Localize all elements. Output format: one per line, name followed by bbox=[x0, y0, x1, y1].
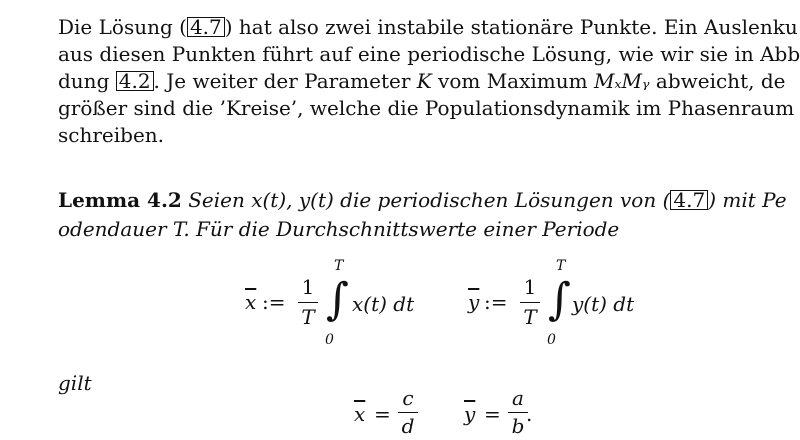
figure-ref-link[interactable]: 4.2 bbox=[116, 71, 154, 91]
upper-limit: T bbox=[556, 258, 566, 274]
xbar-symbol: $\overline{x}$ bbox=[354, 402, 366, 426]
paragraph-line-4: größer sind die ’Kreise’, welche die Populationsdynamik im Phasenraum bbox=[58, 96, 795, 120]
lemma-line-2: odendauer T. Für die Durchschnittswerte einer Periode bbox=[58, 217, 620, 241]
equals-symbol: = bbox=[374, 402, 391, 426]
defeq-symbol: := bbox=[484, 290, 508, 314]
ybar-symbol: $\overline{y}$ bbox=[464, 402, 476, 426]
equation-ref-link[interactable]: 4.7 bbox=[670, 190, 708, 210]
lemma-gilt: gilt bbox=[58, 371, 92, 395]
lemma-label: Lemma 4.2 bbox=[58, 188, 182, 212]
defeq-symbol: := bbox=[262, 290, 286, 314]
paragraph-line-3: dung 4.2 . Je weiter der Parameter K vom Maximum MₓMᵧ abweicht, de bbox=[58, 69, 786, 93]
equation-ref-link[interactable]: 4.7 bbox=[187, 17, 225, 37]
xbar-symbol: $\overline{x}$ bbox=[245, 290, 257, 314]
fraction-1-over-T: 1 T bbox=[520, 275, 540, 331]
fraction-1-over-T: 1 T bbox=[298, 275, 318, 331]
lemma-line-1: Lemma 4.2 Seien x(t), y(t) die periodischen Lösungen von ( 4.7 ) mit Pe bbox=[58, 188, 787, 212]
period-mark: . bbox=[526, 402, 533, 426]
ybar-symbol: $\overline{y}$ bbox=[468, 290, 480, 314]
equals-symbol: = bbox=[484, 402, 501, 426]
fraction-a-over-b: a b bbox=[508, 386, 528, 440]
fraction-c-over-d: c d bbox=[398, 386, 418, 440]
integral-icon: ∫ bbox=[548, 274, 571, 325]
lower-limit: 0 bbox=[547, 332, 556, 348]
paragraph-line-5: schreiben. bbox=[58, 123, 165, 147]
lower-limit: 0 bbox=[325, 332, 334, 348]
paragraph-line-2: aus diesen Punkten führt auf eine periodische Lösung, wie wir sie in Abb bbox=[58, 42, 800, 66]
integral-icon: ∫ bbox=[326, 274, 349, 325]
integrand-x: x(t) dt bbox=[352, 292, 415, 316]
paragraph-line-1: Die Lösung ( 4.7 ) hat also zwei instabile stationäre Punkte. Ein Auslenku bbox=[58, 15, 798, 39]
integrand-y: y(t) dt bbox=[572, 292, 635, 316]
upper-limit: T bbox=[334, 258, 344, 274]
